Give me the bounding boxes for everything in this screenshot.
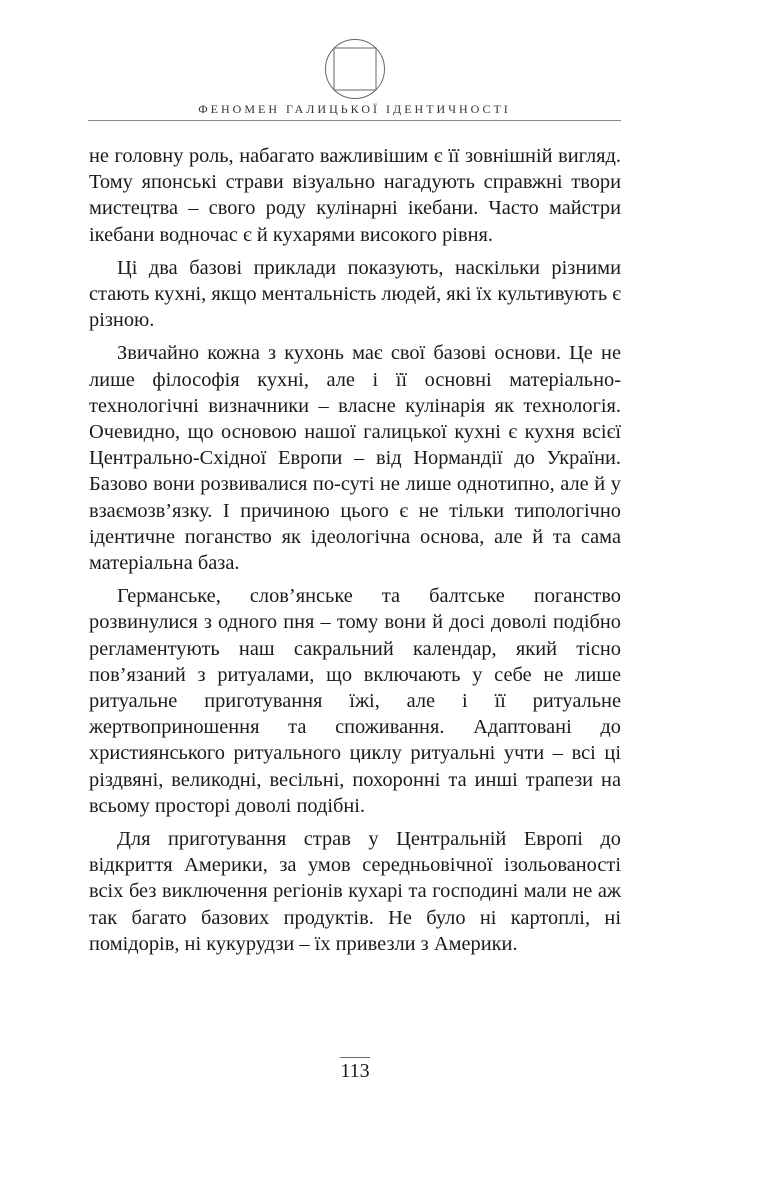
paragraph-1: не головну роль, набагато важливішим є її зовнішній вигляд. Тому японські страви візуально нагадують справжні твори мистецтва – свого роду кулінарні ікебани. Часто майстри ікебани водночас є й кухарями високого рівня. bbox=[89, 145, 621, 246]
paragraph-4: Германське, слов’янське та балтське поганство розвинулися з одного пня – тому вони й досі доволі подібно регламентують наш сакральний календар, який тісно пов’язаний з ритуалами, що включають у себе не лише ритуальне приготування їжі, але і її ритуальне жертвоприношення та споживання. Адаптовані до християнського ритуального циклу ритуальні учти – всі ці різдвяні, великодні, весільні, похоронні та инші трапези на всьому просторі доволі подібні. bbox=[89, 585, 621, 817]
paragraph-3: Звичайно кожна з кухонь має свої базові основи. Це не лише філософія кухні, але і її основні матеріально-технологічні визначники – власне кулінарія як технологія. Очевидно, що основою нашої галицької кухні є кухня всієї Центрально-Східної Европи – від Нормандії до України. Базово вони розвивалися по-суті не лише однотипно, але й у взаємозв’язку. І причиною цього є не тільки типологічно ідентичне поганство як ідеологічна основа, але й та сама матеріальна база. bbox=[89, 342, 621, 575]
page-number-container bbox=[0, 1060, 710, 1083]
header-divider bbox=[88, 120, 621, 121]
running-head-title: ФЕНОМЕН ГАЛИЦЬКОЇ ІДЕНТИЧНОСТІ bbox=[198, 102, 511, 116]
paragraph-2: Ці два базові приклади показують, наскільки різними стають кухні, якщо ментальність людей, які їх культивують є різною. bbox=[89, 256, 621, 332]
paragraph-5: Для приготування страв у Центральній Европі до відкриття Америки, за умов середньовічної ізольованості всіх без виключення регіонів кухарі та господині мали не аж так багато базових продуктів. Не було ні картоплі, ні помідорів, ні кукурудзи – їх привезли з Америки. bbox=[89, 828, 621, 955]
page-body bbox=[89, 143, 621, 964]
page-number: 113 bbox=[340, 1057, 369, 1082]
emblem-circle-square-icon bbox=[324, 38, 386, 100]
